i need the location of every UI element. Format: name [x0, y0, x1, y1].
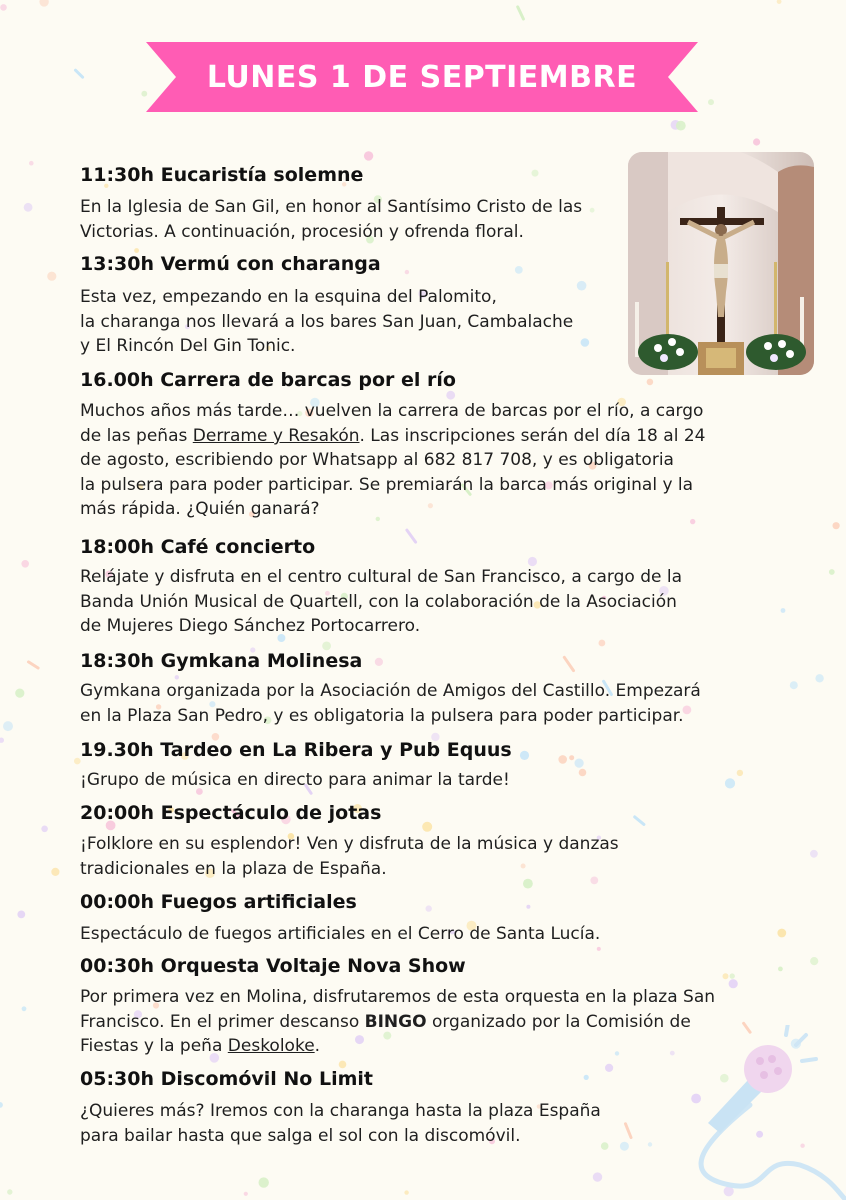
- event-text: la charanga nos llevará a los bares San Juan, Cambalache: [80, 312, 574, 332]
- confetti-dot: [3, 721, 13, 731]
- confetti-dot: [404, 1190, 408, 1194]
- confetti-dot: [670, 1051, 675, 1056]
- confetti-dot: [7, 1189, 12, 1194]
- confetti-dot: [355, 1035, 364, 1044]
- confetti-dot: [781, 608, 786, 613]
- event-description-line: [80, 334, 295, 358]
- confetti-dot: [244, 1192, 248, 1196]
- event-description-line: [80, 448, 674, 472]
- confetti-dot: [558, 755, 567, 764]
- confetti-dot: [422, 822, 432, 832]
- confetti-dot: [590, 208, 595, 213]
- confetti-dot: [615, 1051, 619, 1055]
- confetti-streamer: [564, 657, 573, 670]
- event-text: en la Plaza San Pedro, y es obligatoria la pulsera para poder participar.: [80, 706, 684, 726]
- confetti-dot: [605, 1064, 613, 1072]
- event-description-line: [80, 922, 600, 946]
- confetti-dot: [29, 161, 34, 166]
- event-text: .: [314, 1036, 321, 1056]
- confetti-dot: [22, 1006, 27, 1011]
- event-text: Muchos años más tarde… vuelven la carrera de barcas por el río, a cargo: [80, 401, 704, 421]
- confetti-dot: [515, 266, 523, 274]
- event-text: de Mujeres Diego Sánchez Portocarrero.: [80, 616, 421, 636]
- page-title: LUNES 1 DE SEPTIEMBRE: [206, 59, 638, 95]
- confetti-dot: [375, 658, 383, 666]
- event-text: de agosto, escribiendo por Whatsapp al 682 817 708, y es obligatoria: [80, 450, 674, 470]
- event-text: Victorias. A continuación, procesión y ofrenda floral.: [80, 222, 524, 242]
- event-text: tradicionales en la plaza de España.: [80, 859, 387, 879]
- bold-highlight: BINGO: [364, 1012, 427, 1032]
- event-text: Gymkana organizada por la Asociación de Amigos del Castillo. Empezará: [80, 681, 701, 701]
- event-description-line: [80, 285, 497, 309]
- confetti-dot: [364, 151, 373, 160]
- crucifix-photo: [628, 152, 814, 375]
- event-text: más rápida. ¿Quién ganará?: [80, 499, 320, 519]
- confetti-dot: [21, 560, 29, 568]
- event-description-line: [80, 1099, 601, 1123]
- event-description-line: [80, 768, 510, 792]
- confetti-dot: [590, 877, 598, 885]
- event-description-line: [80, 1124, 521, 1148]
- confetti-dot: [730, 973, 735, 978]
- confetti-dot: [47, 272, 56, 281]
- confetti-dot: [833, 522, 840, 529]
- confetti-dot: [526, 905, 530, 909]
- confetti-dot: [725, 778, 735, 788]
- event-title: 18:00h Café concierto: [80, 536, 316, 558]
- event-text: la pulsera para poder participar. Se premiarán la barca más original y la: [80, 475, 694, 495]
- confetti-dot: [17, 911, 25, 919]
- event-text: ¡Folklore en su esplendor! Ven y disfruta de la música y danzas: [80, 834, 619, 854]
- confetti-streamer: [29, 662, 39, 668]
- event-text: Francisco. En el primer descanso: [80, 1012, 365, 1032]
- confetti-dot: [690, 519, 695, 524]
- confetti-dot: [601, 1142, 609, 1150]
- event-title: 19.30h Tardeo en La Ribera y Pub Equus: [80, 739, 512, 761]
- confetti-dot: [723, 973, 729, 979]
- event-title: 16.00h Carrera de barcas por el río: [80, 369, 456, 391]
- confetti-dot: [405, 270, 409, 274]
- event-description-line: [80, 473, 693, 497]
- event-text: En la Iglesia de San Gil, en honor al Santísimo Cristo de las: [80, 197, 583, 217]
- confetti-dot: [777, 0, 782, 4]
- confetti-dot: [532, 170, 539, 177]
- event-description-line: [80, 399, 703, 423]
- event-description-line: [80, 985, 715, 1009]
- confetti-dot: [259, 1177, 269, 1187]
- confetti-streamer: [626, 1124, 632, 1138]
- event-text: Relájate y disfruta en el centro cultural de San Francisco, a cargo de la: [80, 567, 683, 587]
- event-title: 20:00h Espectáculo de jotas: [80, 802, 382, 824]
- confetti-dot: [0, 738, 4, 743]
- event-text: ¡Grupo de música en directo para animar la tarde!: [80, 770, 510, 790]
- event-text: y El Rincón Del Gin Tonic.: [80, 336, 296, 356]
- event-title: 18:30h Gymkana Molinesa: [80, 650, 363, 672]
- confetti-dot: [597, 947, 601, 951]
- event-text: de las peñas: [80, 426, 193, 446]
- confetti-dot: [577, 281, 587, 291]
- confetti-dot: [790, 681, 798, 689]
- confetti-dot: [648, 1142, 652, 1146]
- event-description-line: [80, 1010, 691, 1034]
- confetti-dot: [376, 517, 380, 521]
- event-text: Espectáculo de fuegos artificiales en el Cerro de Santa Lucía.: [80, 924, 601, 944]
- confetti-dot: [584, 1075, 589, 1080]
- confetti-dot: [708, 99, 714, 105]
- confetti-dot: [51, 868, 59, 876]
- confetti-dot: [729, 979, 738, 988]
- event-description-line: [80, 614, 420, 638]
- confetti-dot: [520, 751, 529, 760]
- confetti-dot: [676, 121, 686, 131]
- event-description-line: [80, 310, 573, 334]
- confetti-dot: [41, 826, 48, 833]
- event-description-line: [80, 565, 682, 589]
- confetti-dot: [575, 759, 584, 768]
- confetti-dot: [777, 929, 786, 938]
- event-description-line: [80, 832, 619, 856]
- confetti-dot: [521, 864, 526, 869]
- event-title: 13:30h Vermú con charanga: [80, 253, 381, 275]
- confetti-dot: [599, 640, 606, 647]
- event-text: Fiestas y la peña: [80, 1036, 228, 1056]
- event-title: 05:30h Discomóvil No Limit: [80, 1068, 373, 1090]
- confetti-dot: [426, 905, 432, 911]
- confetti-streamer: [518, 7, 524, 19]
- event-description-line: [80, 590, 677, 614]
- underlined-name: Derrame y Resakón: [192, 426, 360, 446]
- event-description-line: [80, 497, 320, 521]
- confetti-dot: [523, 879, 533, 889]
- event-text: Por primera vez en Molina, disfrutaremos de esta orquesta en la plaza San: [80, 987, 716, 1007]
- event-description-line: [80, 424, 705, 448]
- confetti-dot: [15, 689, 24, 698]
- underlined-name: Deskoloke: [227, 1036, 315, 1056]
- event-description-line: [80, 704, 684, 728]
- confetti-dot: [737, 770, 743, 776]
- confetti-dot: [39, 0, 48, 7]
- event-text: organizado por la Comisión de: [426, 1012, 691, 1032]
- event-text: Banda Unión Musical de Quartell, con la colaboración de la Asociación: [80, 592, 677, 612]
- confetti-dot: [0, 1102, 3, 1108]
- confetti-dot: [569, 755, 574, 760]
- event-description-line: [80, 195, 582, 219]
- confetti-dot: [778, 967, 783, 972]
- microphone-icon: [690, 1025, 846, 1200]
- confetti-dot: [593, 1172, 602, 1181]
- confetti-dot: [815, 674, 823, 682]
- confetti-dot: [24, 203, 33, 212]
- event-text: para bailar hasta que salga el sol con la discomóvil.: [80, 1126, 521, 1146]
- event-description-line: [80, 679, 701, 703]
- confetti-dot: [0, 4, 7, 11]
- event-text: Esta vez, empezando en la esquina del Palomito,: [80, 287, 497, 307]
- event-description-line: [80, 1034, 320, 1058]
- confetti-streamer: [635, 817, 644, 825]
- event-description-line: [80, 220, 524, 244]
- confetti-dot: [810, 850, 818, 858]
- confetti-dot: [829, 569, 835, 575]
- confetti-streamer: [407, 530, 416, 542]
- confetti-dot: [753, 138, 760, 145]
- confetti-dot: [810, 957, 818, 965]
- confetti-dot: [647, 379, 654, 386]
- event-title: 00:00h Fuegos artificiales: [80, 891, 357, 913]
- event-title: 00:30h Orquesta Voltaje Nova Show: [80, 955, 466, 977]
- event-text: . Las inscripciones serán del día 18 al 24: [359, 426, 706, 446]
- confetti-dot: [579, 769, 587, 777]
- confetti-streamer: [76, 70, 83, 77]
- event-description-line: [80, 857, 387, 881]
- event-text: ¿Quieres más? Iremos con la charanga hasta la plaza España: [80, 1101, 601, 1121]
- confetti-dot: [581, 338, 590, 347]
- confetti-dot: [683, 706, 692, 715]
- confetti-dot: [428, 503, 433, 508]
- confetti-dot: [620, 1142, 629, 1151]
- event-title: 11:30h Eucaristía solemne: [80, 164, 364, 186]
